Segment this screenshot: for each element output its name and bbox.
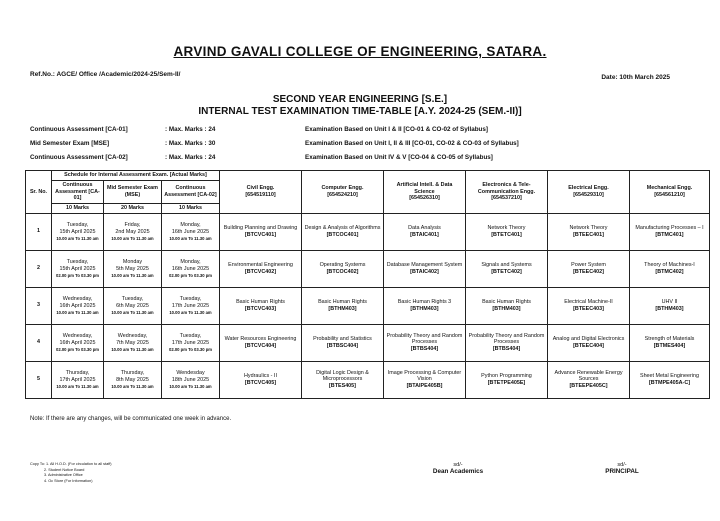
note-text: Note: If there are any changes, will be communicated one week in advance.: [30, 416, 232, 422]
exam-date-cell: Thursday, 17th April 2025 10.00 am To 11.30 am: [52, 361, 104, 398]
sr-no-cell: 5: [26, 361, 52, 398]
timetable-row: [26, 324, 710, 361]
subject-cell: Basic Human Rights [BTHM403]: [466, 287, 548, 324]
marks-max: : Max. Marks : 24: [165, 126, 216, 133]
copy-to-list: [30, 462, 112, 485]
exam-date-cell: Wendesday 18th June 2025 10.00 am To 11.30 am: [162, 361, 220, 398]
exam-col-ca02-marks: 10 Marks: [162, 204, 220, 214]
marks-max: : Max. Marks : 30: [165, 140, 216, 147]
subject-cell: Electrical Machine-II [BTEEC403]: [548, 287, 630, 324]
exam-date-cell: Wednesday, 16th April 2025 10.00 am To 11.30 am: [52, 287, 104, 324]
marks-description: Examination Based on Unit I & II [CO-01 & CO-02 of Syllabus]: [305, 126, 488, 133]
exam-col-ca01-marks: 10 Marks: [52, 204, 104, 214]
document-date: Date: 10th March 2025: [601, 74, 670, 81]
subject-cell: Operating Systems [BTCOC402]: [302, 250, 384, 287]
exam-col-ca01: Continuous Assessment [CA-01]: [52, 180, 104, 203]
subject-cell: Probability and Statistics [BTBSC404]: [302, 324, 384, 361]
exam-date-cell: Monday 5th May 2025 10.00 am To 11.30 am: [104, 250, 162, 287]
subject-cell: Hydraulics - II [BTCVC405]: [220, 361, 302, 398]
exam-date-cell: Wednesday, 16th April 2025 02.00 pm To 03.30 pm: [52, 324, 104, 361]
timetable: [25, 170, 710, 399]
exam-date-cell: Thursday, 8th May 2025 10.00 am To 11.30 am: [104, 361, 162, 398]
exam-date-cell: Friday, 2nd May 2025 10.00 am To 11.30 am: [104, 213, 162, 250]
exam-date-cell: Tuesday, 17th June 2025 10.00 am To 11.30 am: [162, 287, 220, 324]
subject-cell: Digital Logic Design & Microprocessors [BTES405]: [302, 361, 384, 398]
schedule-header: Schedule for Internal Assessment Exam. [Actual Marks]: [52, 171, 220, 181]
subject-cell: Basic Human Rights 3 [BTHM403]: [384, 287, 466, 324]
marks-label: Mid Semester Exam [MSE]: [30, 140, 110, 147]
sr-no-header: Sr. No.: [26, 171, 52, 214]
timetable-row: [26, 361, 710, 398]
exam-date-cell: Tuesday, 15th April 2025 10.00 am To 11.30 am: [52, 213, 104, 250]
subject-cell: Data Analysis [BTAIC401]: [384, 213, 466, 250]
exam-date-cell: Monday, 16th June 2025 02.00 pm To 03.30 pm: [162, 250, 220, 287]
exam-date-cell: Wednesday, 7th May 2025 10.00 am To 11.30 am: [104, 324, 162, 361]
timetable-row: [26, 250, 710, 287]
subject-cell: Design & Analysis of Algorithms [BTCOC401]: [302, 213, 384, 250]
sr-no-cell: 2: [26, 250, 52, 287]
subject-cell: Environmental Engineering [BTCVC402]: [220, 250, 302, 287]
subject-cell: Manufacturing Processes – I [BTMC401]: [630, 213, 710, 250]
copy-to-item: Copy To: 1. All H.O.D. (For circulation to all staff): [30, 462, 112, 466]
subject-cell: Strength of Materials [BTMES404]: [630, 324, 710, 361]
exam-date-cell: Monday, 16th June 2025 10.00 am To 11.30 am: [162, 213, 220, 250]
branch-header-civil: Civil Engg. [654519110]: [220, 171, 302, 214]
timetable-row: [26, 287, 710, 324]
subject-cell: Probability Theory and Random Processes [BTBS404]: [384, 324, 466, 361]
subject-cell: Building Planning and Drawing [BTCVC401]: [220, 213, 302, 250]
document-title-line1: SECOND YEAR ENGINEERING [S.E.]: [272, 94, 448, 105]
subject-cell: Basic Human Rights [BTCVC403]: [220, 287, 302, 324]
marks-label: Continuous Assessment [CA-02]: [30, 154, 128, 161]
exam-date-cell: Tuesday, 15th April 2025 02.00 pm To 03.30 pm: [52, 250, 104, 287]
copy-to-item: 4. Oc Store (For Information): [44, 479, 93, 484]
subject-cell: Sheet Metal Engineering [BTMPE405A-C]: [630, 361, 710, 398]
document-title-line2: INTERNAL TEST EXAMINATION TIME-TABLE [A.Y. 2024-25 (SEM.-II)]: [198, 106, 522, 117]
subject-cell: Network Theory [BTEEC401]: [548, 213, 630, 250]
sr-no-cell: 4: [26, 324, 52, 361]
exam-col-mse-marks: 20 Marks: [104, 204, 162, 214]
exam-date-cell: Tuesday, 17th June 2025 02.00 pm To 03.30 pm: [162, 324, 220, 361]
subject-cell: Probability Theory and Random Processes [BTBS404]: [466, 324, 548, 361]
sr-no-cell: 1: [26, 213, 52, 250]
timetable-row: [26, 213, 710, 250]
subject-cell: Theory of Machines-I [BTMC402]: [630, 250, 710, 287]
subject-cell: Database Management System [BTAIC402]: [384, 250, 466, 287]
principal-signature: sd/- PRINCIPAL: [605, 462, 639, 475]
exam-col-mse: Mid Semester Exam (MSE): [104, 180, 162, 203]
subject-cell: Basic Human Rights [BTHM403]: [302, 287, 384, 324]
marks-description: Examination Based on Unit IV & V [CO-04 & CO-05 of Syllabus]: [305, 154, 493, 161]
branch-header-electrical: Electrical Engg. [654529310]: [548, 171, 630, 214]
copy-to-item: 2. Student Notice Board: [44, 467, 85, 472]
subject-cell: Water Resources Engineering [BTCVC404]: [220, 324, 302, 361]
marks-label: Continuous Assessment [CA-01]: [30, 126, 128, 133]
subject-cell: Network Theory [BTETC401]: [466, 213, 548, 250]
marks-description: Examination Based on Unit I, II & III [CO-01, CO-02 & CO-03 of Syllabus]: [305, 140, 519, 147]
marks-max: : Max. Marks : 24: [165, 154, 216, 161]
subject-cell: Advance Renewable Energy Sources [BTEEPE405C]: [548, 361, 630, 398]
college-name: ARVIND GAVALI COLLEGE OF ENGINEERING, SATARA.: [173, 44, 547, 59]
subject-cell: UHV II [BTHM403]: [630, 287, 710, 324]
subject-cell: Signals and Systems [BTETC402]: [466, 250, 548, 287]
sr-no-cell: 3: [26, 287, 52, 324]
branch-header-aids: Artificial Intell. & Data Science [654526310]: [384, 171, 466, 214]
copy-to-item: 3. Administrative Office: [44, 473, 83, 478]
exam-col-ca02: Continuous Assessment [CA-02]: [162, 180, 220, 203]
subject-cell: Python Programming [BTETPE405E]: [466, 361, 548, 398]
branch-header-computer: Computer Engg. [654524210]: [302, 171, 384, 214]
subject-cell: Analog and Digital Electronics [BTEEC404]: [548, 324, 630, 361]
dean-signature: sd/- Dean Academics: [432, 462, 484, 475]
subject-cell: Power System [BTEEC402]: [548, 250, 630, 287]
subject-cell: Image Processing & Computer Vision [BTAIPE405B]: [384, 361, 466, 398]
branch-header-mechanical: Mechanical Engg. [654561210]: [630, 171, 710, 214]
branch-header-entc: Electronics & Tele-Communication Engg. [654537210]: [466, 171, 548, 214]
reference-number: Ref.No.: AGCE/ Office /Academic/2024-25/Sem-II/: [30, 71, 181, 78]
exam-date-cell: Tuesday, 6th May 2025 10.00 am To 11.30 am: [104, 287, 162, 324]
